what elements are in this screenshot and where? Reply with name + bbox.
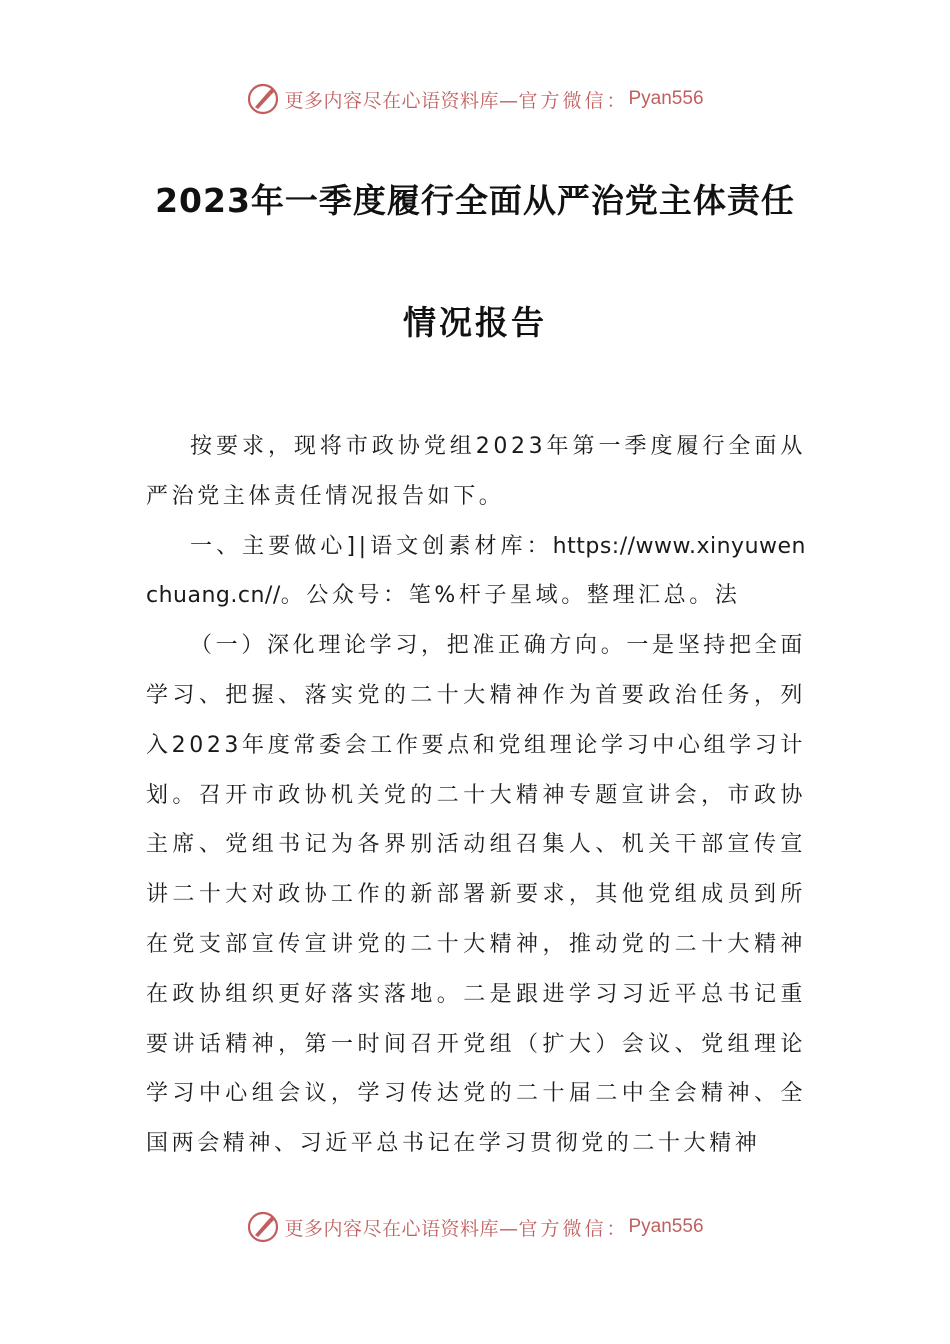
section-heading-suffix: 。公众号：笔%杆子星域。整理汇总。法: [280, 583, 741, 609]
document-title-line2: 情况报告: [403, 303, 547, 342]
paragraph-intro: 按要求，现将市政协党组2023年第一季度履行全面从严治党主体责任情况报告如下。: [146, 434, 806, 509]
footer-watermark: [0, 1210, 950, 1244]
pen-logo-icon: [246, 82, 280, 116]
header-watermark: [0, 82, 950, 116]
watermark-wechat-id: Pyan556: [628, 88, 704, 109]
document-body: [146, 422, 806, 1169]
pen-logo-icon: [246, 1210, 280, 1244]
section-heading-prefix: 一、主要做心]|语文创素材库：: [190, 533, 553, 559]
watermark-wechat-label: 官方微信：: [518, 89, 629, 112]
watermark-wechat-id: Pyan556: [628, 1216, 704, 1237]
paragraph-section-heading: [146, 522, 806, 622]
watermark-wechat-label: 官方微信：: [518, 1217, 629, 1240]
watermark-text: 更多内容尽在心语资料库—: [284, 1217, 519, 1240]
paragraph-theory-study: （一）深化理论学习，把准正确方向。一是坚持把全面学习、把握、落实党的二十大精神作为首要政治任务，列入2023年度常委会工作要点和党组理论学习中心组学习计划。召开市政协机关党的二十大精神专题宣讲会，市政协主席、党组书记为各界别活动组召集人、机关干部宣传宣讲二十大对政协工作的新部署新要求，其他党组成员到所在党支部宣传宣讲党的二十大精神，推动党的二十大精神在政协组织更好落实落地。二是跟进学习习近平总书记重要讲话精神，第一时间召开党组（扩大）会议、党组理论学习中心组会议，学习传达党的二十届二中全会精神、全国两会精神、习近平总书记在学习贯彻党的二十大精神: [146, 633, 806, 1157]
document-title-line1: 2023年一季度履行全面从严治党主体责任: [155, 181, 795, 220]
source-url-link[interactable]: https://www.xinyuwenchuang.cn//: [146, 533, 806, 609]
watermark-text: 更多内容尽在心语资料库—: [284, 89, 519, 112]
